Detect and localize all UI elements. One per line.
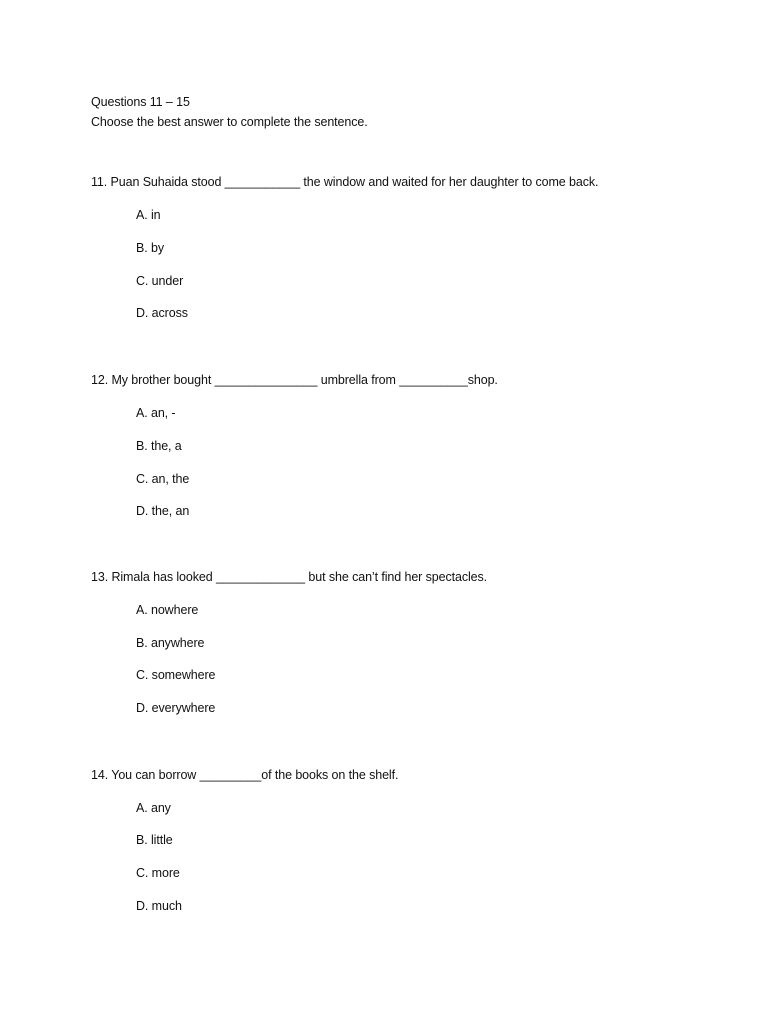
option-d: D. across [136, 306, 188, 320]
question-text: 11. Puan Suhaida stood ___________ the window and waited for her daughter to come back. [91, 175, 599, 189]
option-a: A. an, - [136, 406, 176, 420]
option-d: D. much [136, 899, 182, 913]
option-b: B. anywhere [136, 636, 205, 650]
question-text: 14. You can borrow _________of the books on the shelf. [91, 768, 399, 782]
option-c: C. more [136, 866, 180, 880]
option-a: A. in [136, 208, 161, 222]
option-c: C. an, the [136, 472, 190, 486]
section-instruction: Choose the best answer to complete the sentence. [91, 115, 368, 129]
option-d: D. everywhere [136, 701, 216, 715]
option-a: A. nowhere [136, 603, 199, 617]
option-b: B. the, a [136, 439, 182, 453]
section-title: Questions 11 – 15 [91, 95, 190, 109]
question-text: 12. My brother bought _______________ umbrella from __________shop. [91, 373, 498, 387]
option-b: B. by [136, 241, 164, 255]
option-a: A. any [136, 801, 171, 815]
option-c: C. somewhere [136, 668, 216, 682]
option-c: C. under [136, 274, 184, 288]
question-text: 13. Rimala has looked _____________ but she can’t find her spectacles. [91, 570, 488, 584]
option-b: B. little [136, 833, 173, 847]
option-d: D. the, an [136, 504, 190, 518]
